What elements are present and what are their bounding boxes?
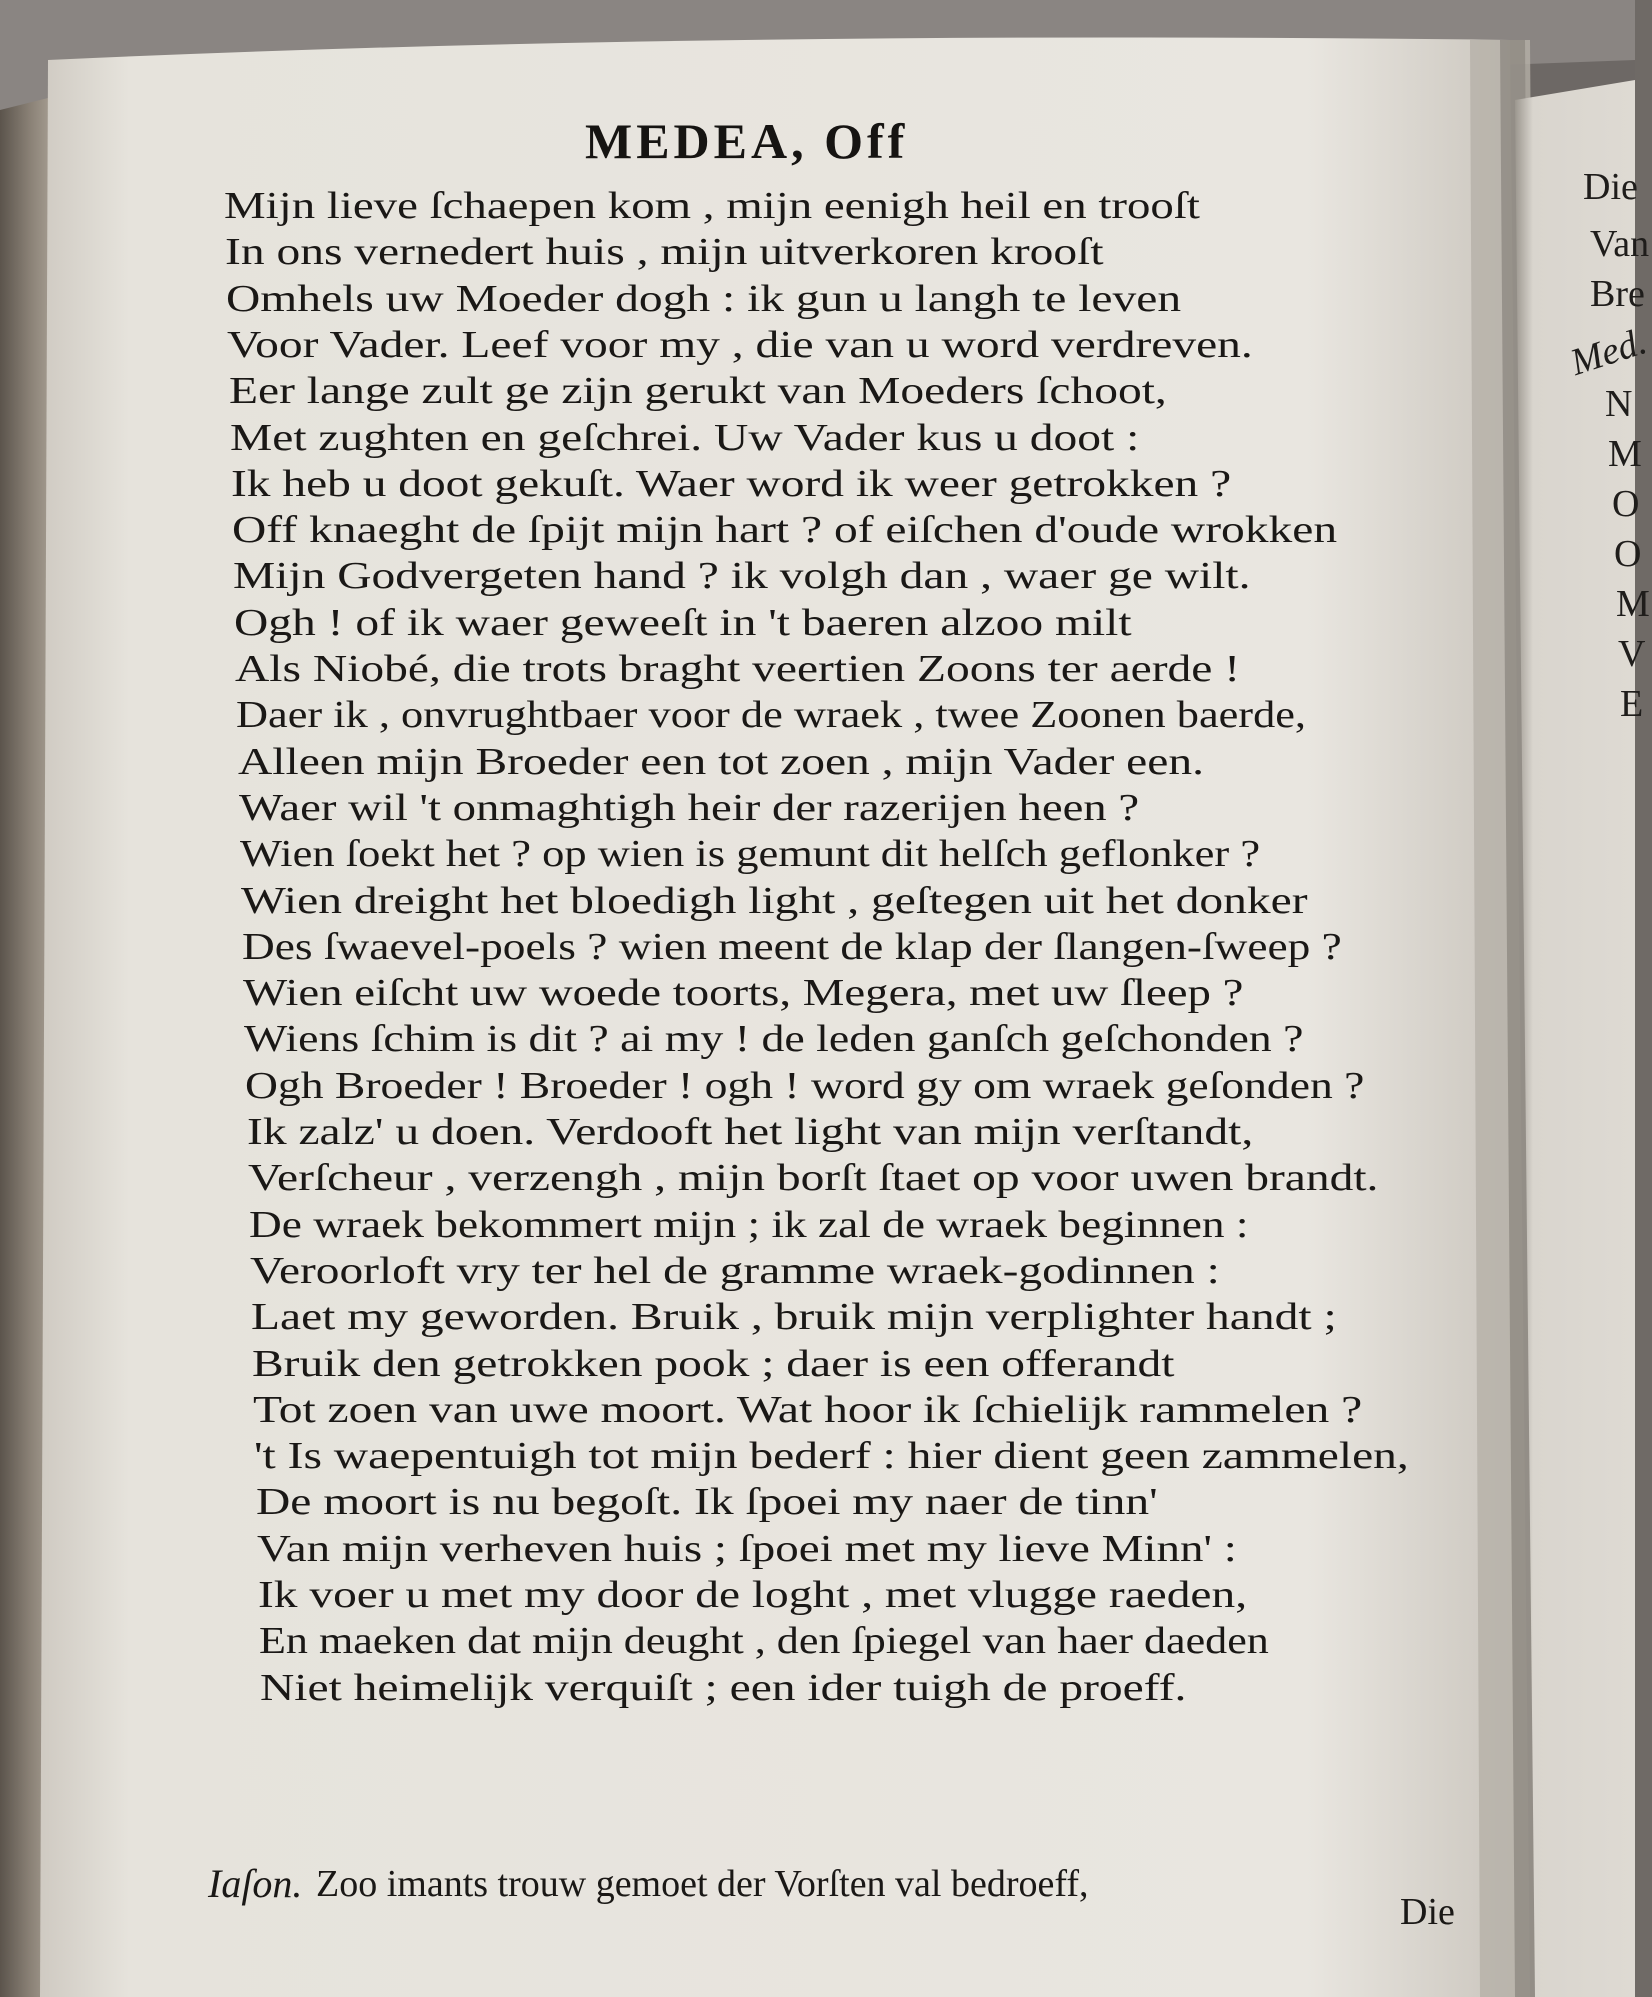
verse-line: Eer lange zult ge zijn gerukt van Moeders ſchoot, [228, 370, 1167, 413]
facing-page-fragment: Bre [1590, 273, 1645, 315]
verse-line: Wien dreight het bloedigh light , geſtegen uit het donker [240, 879, 1308, 922]
facing-page-fragment: Die [1583, 166, 1638, 208]
facing-page-fragment: N [1605, 383, 1633, 425]
facing-page-fragment: E [1620, 683, 1644, 725]
facing-page-fragment: O [1612, 483, 1640, 525]
verse-line: Ogh ! of ik waer geweeſt in 't baeren alzoo milt [234, 601, 1132, 644]
facing-page-fragment: Van [1590, 223, 1650, 265]
verse-line: Veroorloft vry ter hel de gramme wraek-godinnen : [249, 1249, 1220, 1292]
verse-line: Wien ſoekt het ? op wien is gemunt dit helſch geflonker ? [239, 833, 1260, 876]
verse-line: Ik zalz' u doen. Verdooft het light van mijn verſtandt, [246, 1111, 1253, 1153]
verse-line: Laet my geworden. Bruik , bruik mijn verplighter handt ; [251, 1296, 1337, 1339]
verse-line: Wiens ſchim is dit ? ai my ! de leden ganſch geſchonden ? [244, 1018, 1304, 1061]
verse-line: Met zughten en geſchrei. Uw Vader kus u doot : [229, 416, 1139, 459]
verse-line: 't Is waepentuigh tot mijn bederf : hier dient geen zammelen, [254, 1435, 1410, 1478]
speaker-label: Iaſon. [208, 1861, 303, 1906]
verse-line: Bruik den getrokken pook ; daer is een offerandt [252, 1342, 1175, 1385]
catchword: Die [1400, 1891, 1455, 1933]
verse-line: Off knaeght de ſpijt mijn hart ? of eiſchen d'oude wrokken [231, 509, 1338, 552]
verse-line: Mijn lieve ſchaepen kom , mijn eenigh heil en trooſt [224, 185, 1200, 227]
facing-page-fragment: M [1616, 583, 1650, 625]
verse-line: Voor Vader. Leef voor my , die van u word verdreven. [227, 323, 1254, 366]
facing-page-fragment: Med. [1565, 320, 1652, 384]
verse-line: En maeken dat mijn deught , den ſpiegel van haer daeden [258, 1620, 1269, 1663]
verse-line: Daer ik , onvrughtbaer voor de wraek , twee Zoonen baerde, [236, 694, 1307, 737]
facing-page-fragment: V [1618, 633, 1646, 675]
verse-line: Alleen mijn Broeder een tot zoen , mijn Vader een. [237, 740, 1204, 783]
verse-line: Niet heimelijk verquiſt ; een ider tuigh de proeff. [260, 1666, 1187, 1709]
verse-line: Waer wil 't onmaghtigh heir der razerijen heen ? [238, 786, 1139, 829]
verse-line: De moort is nu begoſt. Ik ſpoei my naer de tinn' [255, 1481, 1158, 1524]
verse-line: Verſcheur , verzengh , mijn borſt ſtaet op voor uwen brandt. [247, 1157, 1379, 1200]
speaker-line: Zoo imants trouw gemoet der Vorſten val bedroeff, [316, 1863, 1089, 1905]
verse-line: De wraek bekommert mijn ; ik zal de wraek beginnen : [248, 1203, 1249, 1246]
running-header: MEDEA, Off [585, 113, 909, 169]
verse-line: Van mijn verheven huis ; ſpoei met my lieve Minn' : [256, 1527, 1237, 1570]
facing-page-fragment: O [1614, 533, 1642, 575]
verse-line: Tot zoen van uwe moort. Wat hoor ik ſchielijk rammelen ? [253, 1388, 1363, 1431]
verse-line: Ogh Broeder ! Broeder ! ogh ! word gy om wraek geſonden ? [245, 1064, 1365, 1107]
verse-line: Ik heb u doot gekuſt. Waer word ik weer getrokken ? [230, 462, 1231, 505]
verse-line: Omhels uw Moeder dogh : ik gun u langh te leven [226, 277, 1182, 320]
verse-line: Wien eiſcht uw woede toorts, Megera, met uw ſleep ? [243, 972, 1244, 1015]
facing-page-fragment: M [1608, 433, 1642, 475]
verse-line: Als Niobé, die trots braght veertien Zoons ter aerde ! [235, 648, 1241, 690]
verse-line: In ons vernedert huis , mijn uitverkoren krooſt [225, 231, 1104, 274]
verse-line: Des ſwaevel-poels ? wien meent de klap der ſlangen-ſweep ? [242, 925, 1342, 968]
verse-line: Ik voer u met my door de loght , met vlugge raeden, [257, 1574, 1247, 1616]
verse-line: Mijn Godvergeten hand ? ik volgh dan , waer ge wilt. [233, 555, 1251, 598]
